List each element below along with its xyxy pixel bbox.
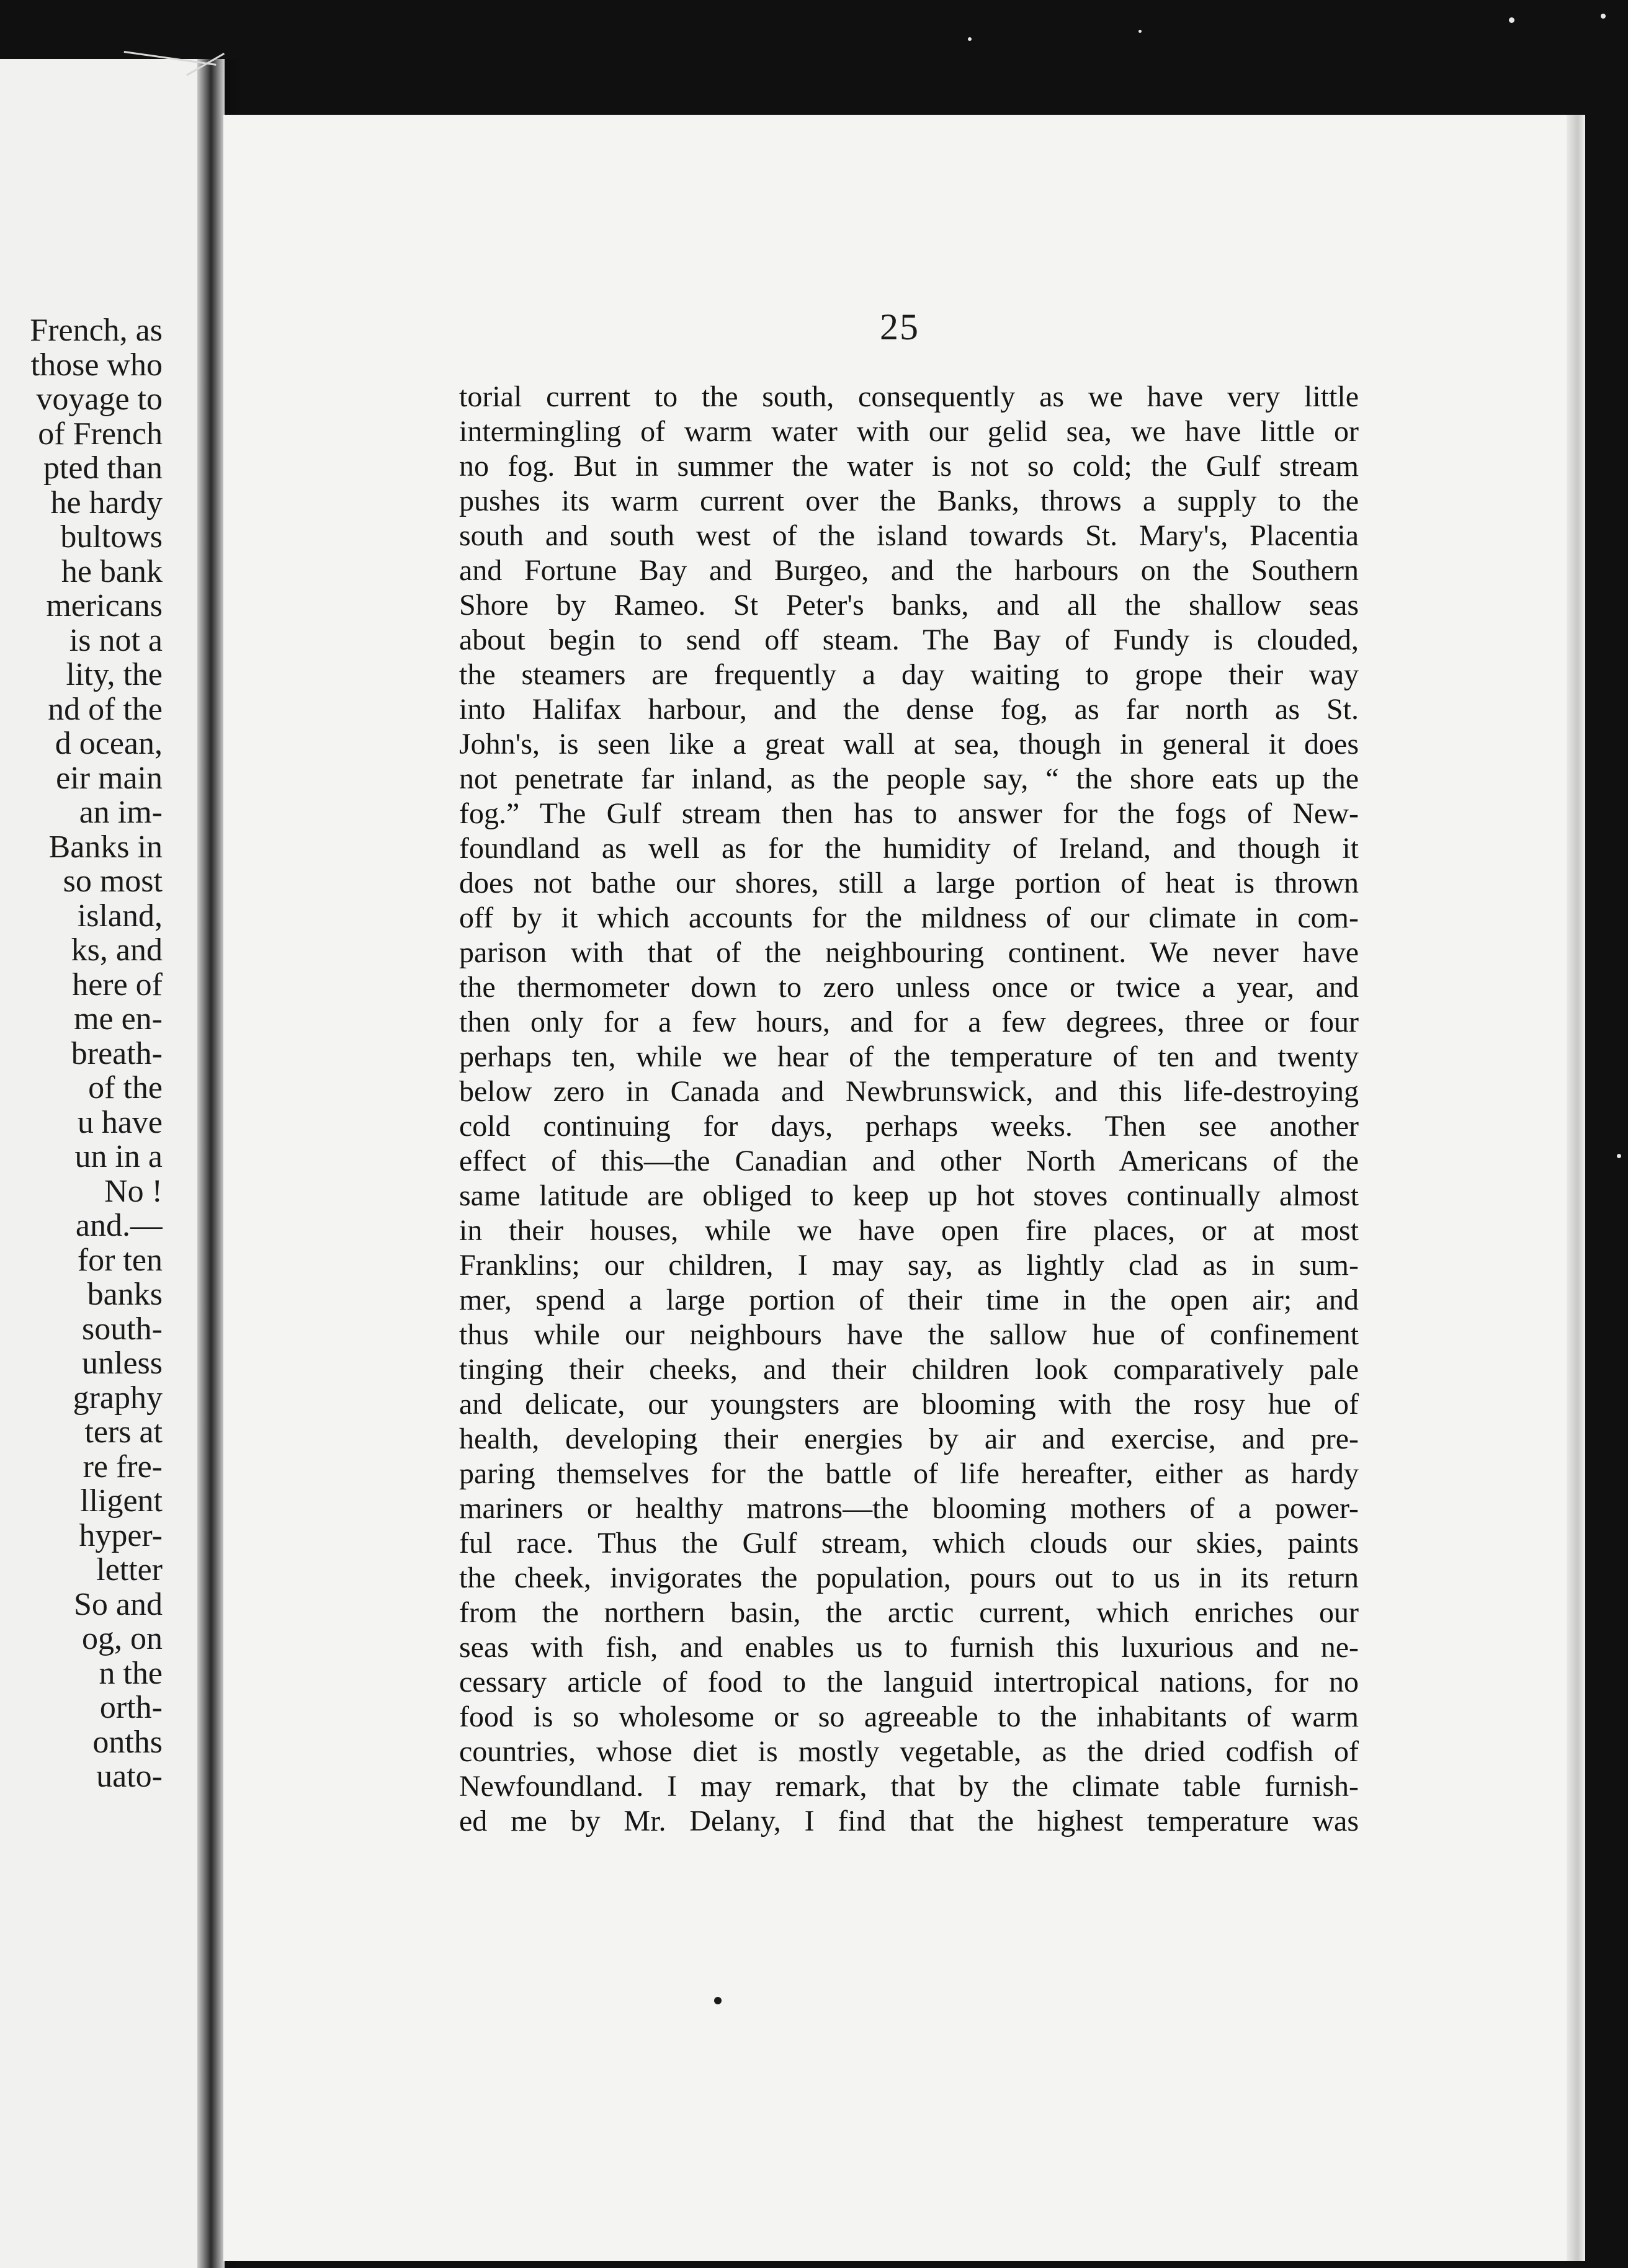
text-line: not penetrate far inland, as the people say, “ the shore eats up the: [459, 762, 1359, 795]
previous-page-line-fragment: lligent: [80, 1484, 163, 1519]
previous-page-line-fragment: he bank: [61, 554, 163, 589]
text-line: ed me by Mr. Delany, I find that the highest temperature was: [459, 1805, 1359, 1837]
text-line: fog.” The Gulf stream then has to answer for the fogs of New-: [459, 797, 1359, 830]
text-line: and Fortune Bay and Burgeo, and the harbours on the Southern: [459, 554, 1359, 587]
previous-page-line-fragment: he hardy: [50, 485, 163, 520]
text-line: effect of this—the Canadian and other North Americans of the: [459, 1145, 1359, 1177]
previous-page-line-fragment: an im-: [79, 795, 163, 830]
previous-page-line-fragment: graphy: [73, 1380, 163, 1415]
previous-page-line-fragment: n the: [99, 1656, 163, 1690]
text-line: mariners or healthy matrons—the blooming mothers of a power-: [459, 1492, 1359, 1525]
previous-page-line-fragment: so most: [63, 864, 163, 899]
previous-page-line-fragment: re fre-: [83, 1449, 163, 1484]
previous-page-line-fragment: ks, and: [71, 933, 163, 968]
previous-page-line-fragment: and.—: [75, 1208, 163, 1243]
text-line: then only for a few hours, and for a few degrees, three or four: [459, 1006, 1359, 1038]
text-line: the thermometer down to zero unless once or twice a year, and: [459, 971, 1359, 1004]
dust-speck: [1138, 30, 1142, 33]
previous-page-line-fragment: lity, the: [66, 658, 163, 692]
dust-speck: [1601, 14, 1606, 19]
text-line: does not bathe our shores, still a large portion of heat is thrown: [459, 867, 1359, 900]
previous-page-line-fragment: for ten: [77, 1243, 163, 1277]
text-line: south and south west of the island towards St. Mary's, Placentia: [459, 519, 1359, 552]
text-line: Shore by Rameo. St Peter's banks, and all the shallow seas: [459, 589, 1359, 622]
text-line: parison with that of the neighbouring continent. We never have: [459, 936, 1359, 969]
previous-page-line-fragment: u have: [77, 1105, 163, 1140]
previous-page-line-fragment: Banks in: [48, 829, 163, 864]
text-line: and delicate, our youngsters are blooming with the rosy hue of: [459, 1388, 1359, 1421]
page-body-text: [459, 380, 1359, 1839]
previous-page-line-fragment: island,: [77, 898, 163, 933]
previous-page-text-fragments: [0, 313, 163, 1794]
text-line: into Halifax harbour, and the dense fog, as far north as St.: [459, 693, 1359, 726]
previous-page-line-fragment: here of: [72, 967, 163, 1002]
text-line: mer, spend a large portion of their time in the open air; and: [459, 1284, 1359, 1316]
previous-page-line-fragment: is not a: [69, 623, 163, 658]
previous-page-line-fragment: orth-: [99, 1690, 163, 1725]
text-line: pushes its warm current over the Banks, throws a supply to the: [459, 484, 1359, 517]
text-line: below zero in Canada and Newbrunswick, and this life-destroying: [459, 1075, 1359, 1108]
previous-page-line-fragment: So and: [74, 1587, 163, 1622]
text-line: about begin to send off steam. The Bay of Fundy is clouded,: [459, 623, 1359, 656]
previous-page-line-fragment: me en-: [74, 1002, 163, 1037]
previous-page-line-fragment: hyper-: [79, 1518, 163, 1553]
previous-page-line-fragment: south-: [82, 1311, 163, 1346]
previous-page-line-fragment: mericans: [46, 589, 163, 623]
previous-page: [0, 59, 205, 2268]
previous-page-line-fragment: pted than: [43, 451, 163, 486]
text-line: in their houses, while we have open fire places, or at most: [459, 1214, 1359, 1247]
text-line: intermingling of warm water with our gelid sea, we have little or: [459, 415, 1359, 448]
book-binding-gutter: [197, 59, 225, 2268]
text-line: perhaps ten, while we hear of the temperature of ten and twenty: [459, 1040, 1359, 1073]
text-line: foundland as well as for the humidity of Ireland, and though it: [459, 832, 1359, 865]
text-line: countries, whose diet is mostly vegetable, as the dried codfish of: [459, 1735, 1359, 1768]
text-line: Newfoundland. I may remark, that by the climate table furnish-: [459, 1770, 1359, 1803]
text-line: from the northern basin, the arctic current, which enriches our: [459, 1596, 1359, 1629]
previous-page-line-fragment: d ocean,: [55, 726, 163, 761]
text-line: torial current to the south, consequently as we have very little: [459, 380, 1359, 413]
text-line: food is so wholesome or so agreeable to the inhabitants of warm: [459, 1700, 1359, 1733]
text-line: cold continuing for days, perhaps weeks. Then see another: [459, 1110, 1359, 1143]
previous-page-line-fragment: nd of the: [48, 692, 163, 726]
previous-page-line-fragment: of French: [38, 416, 163, 451]
previous-page-line-fragment: breath-: [71, 1036, 163, 1071]
previous-page-line-fragment: uato-: [96, 1759, 163, 1794]
dust-speck: [1617, 1154, 1621, 1158]
dust-speck: [968, 37, 972, 41]
text-line: tinging their cheeks, and their children look comparatively pale: [459, 1353, 1359, 1386]
text-line: paring themselves for the battle of life hereafter, either as hardy: [459, 1457, 1359, 1490]
text-line: Franklins; our children, I may say, as lightly clad as in sum-: [459, 1249, 1359, 1282]
previous-page-line-fragment: bultows: [60, 520, 163, 555]
page-edge: [1567, 115, 1585, 2261]
previous-page-line-fragment: French, as: [30, 313, 163, 348]
text-line: health, developing their energies by air and exercise, and pre-: [459, 1422, 1359, 1455]
previous-page-line-fragment: unless: [82, 1346, 163, 1381]
page-25: [223, 115, 1576, 2261]
text-line: John's, is seen like a great wall at sea, though in general it does: [459, 728, 1359, 761]
text-line: the steamers are frequently a day waiting to grope their way: [459, 658, 1359, 691]
previous-page-line-fragment: of the: [88, 1071, 163, 1105]
text-line: thus while our neighbours have the sallow hue of confinement: [459, 1318, 1359, 1351]
previous-page-line-fragment: letter: [96, 1553, 163, 1587]
previous-page-line-fragment: ters at: [84, 1415, 163, 1450]
text-line: the cheek, invigorates the population, pours out to us in its return: [459, 1561, 1359, 1594]
previous-page-line-fragment: No !: [104, 1174, 163, 1208]
printed-dot-mark: [714, 1997, 722, 2004]
previous-page-line-fragment: og, on: [82, 1622, 163, 1656]
previous-page-line-fragment: un in a: [74, 1140, 163, 1174]
text-line: ful race. Thus the Gulf stream, which clouds our skies, paints: [459, 1527, 1359, 1560]
previous-page-line-fragment: those who: [30, 347, 163, 382]
previous-page-line-fragment: onths: [92, 1725, 163, 1759]
text-line: off by it which accounts for the mildness of our climate in com-: [459, 901, 1359, 934]
text-line: seas with fish, and enables us to furnish this luxurious and ne-: [459, 1631, 1359, 1664]
previous-page-line-fragment: eir main: [56, 761, 163, 795]
dust-speck: [1509, 17, 1514, 23]
text-line: no fog. But in summer the water is not so cold; the Gulf stream: [459, 450, 1359, 483]
previous-page-line-fragment: banks: [87, 1277, 163, 1312]
text-line: same latitude are obliged to keep up hot stoves continually almost: [459, 1179, 1359, 1212]
text-line: cessary article of food to the languid intertropical nations, for no: [459, 1666, 1359, 1699]
page-number: 25: [880, 306, 919, 347]
previous-page-line-fragment: voyage to: [36, 382, 163, 417]
